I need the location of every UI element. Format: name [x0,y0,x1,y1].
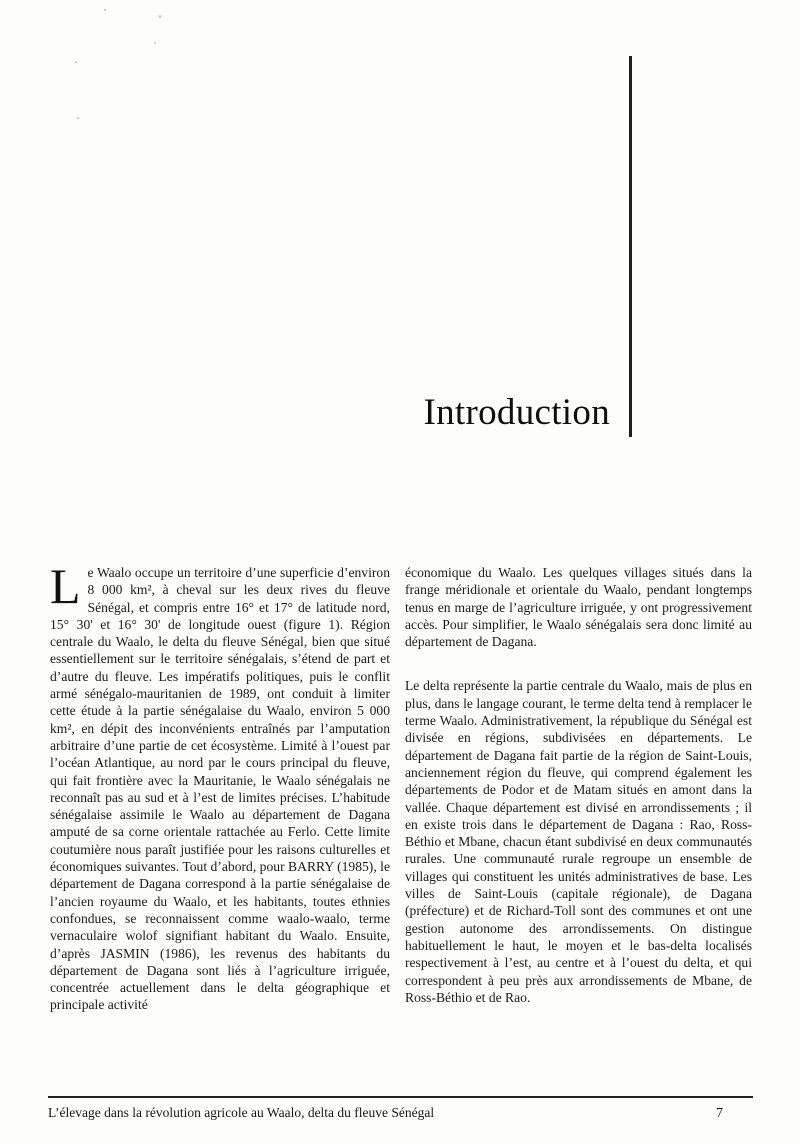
paragraph: Le delta représente la partie centrale du Waalo, mais de plus en plus, dans le langage courant, le terme delta tend à remplacer le terme Waalo. Administrativement, la république du Sénégal est divisée en régions, subdivisées en départements. Le département de Dagana fait partie de la région de Saint-Louis, anciennement région du fleuve, qui comprend également les départements de Podor et de Matam situés en amont dans la vallée. Chaque département est divisé en arrondissements ; il en existe trois dans le département de Dagana : Rao, Ross-Béthio et Mbane, chacun étant subdivisé en deux communautés rurales. Une communauté rurale regroupe un ensemble de villages qui constituent les unités administratives de base. Les villes de Saint-Louis (capitale régionale), de Dagana (préfecture) et de Richard-Toll sont des communes et ont une gestion autonome des arrondissements. On distingue habituellement le haut, le moyen et le bas-delta localisés respectivement à l’est, au centre et à l’ouest du delta, et qui correspondent à peu près aux arrondissements de Mbane, de Ross-Béthio et de Rao. [405,678,752,1005]
chapter-title-rule [629,56,632,437]
paragraph [50,558,390,1014]
scan-artifact [154,42,156,44]
scan-artifact [159,15,161,18]
scan-artifact [77,117,79,119]
dropcap-letter: L [50,558,81,614]
page-footer [48,1096,753,1122]
scan-artifact [75,61,77,63]
paragraph-text: e Waalo occupe un territoire d’une superficie d’environ 8 000 km², à cheval sur les deux rives du fleuve Sénégal, et compris entre 16° et 17° de latitude nord, 15° 30' et 16° 30' de longitude ouest (figure 1). Région centrale du Waalo, le delta du fleuve Sénégal, bien que situé essentiellement sur le territoire sénégalais, s’étend de part et d’autre du fleuve. Les impératifs politiques, puis le conflit armé sénégalo-mauritanien de 1989, ont conduit à limiter cette étude à la partie sénégalaise du Waalo, environ 5 000 km², en dépit des inconvénients entraînés par l’amputation arbitraire d’une partie de cet écosystème. Limité à l’ouest par l’océan Atlantique, au nord par le cours principal du fleuve, qui fait frontière avec la Mauritanie, le Waalo sénégalais ne reconnaît pas au sud et à l’est de limites précises. L’habitude sénégalaise assimile le Waalo au département de Dagana amputé de sa corne orientale rattachée au Ferlo. Cette limite coutumière nous paraît justifiée pour les raisons culturelles et économiques suivantes. Tout d’abord, pour BARRY (1985), le département de Dagana correspond à la partie sénégalaise de l’ancien royaume du Waalo, et les habitants, toutes ethnies confondues, se reconnaissent comme waalo-waalo, terme vernaculaire wolof signifiant habitant du Waalo. Ensuite, d’après JASMIN (1986), les revenus des habitants du département de Dagana sont liés à l’agriculture irriguée, concentrée actuellement dans le delta géographique et principale activité [50,565,390,1013]
scan-artifact [104,9,106,11]
right-column [405,564,752,1014]
page-number: 7 [716,1106,723,1121]
footer-rule [48,1096,753,1098]
body-text [50,558,752,1014]
running-title: L’élevage dans la révolution agricole au Waalo, delta du fleuve Sénégal [48,1105,435,1120]
left-column [50,558,390,1014]
paragraph: économique du Waalo. Les quelques villages situés dans la frange méridionale et orientale du Waalo, pendant longtemps tenus en marge de l’agriculture irriguée, y ont progressivement accès. Pour simplifier, le Waalo sénégalais sera donc limité au département de Dagana. [405,565,752,650]
chapter-title: Introduction [423,392,610,433]
